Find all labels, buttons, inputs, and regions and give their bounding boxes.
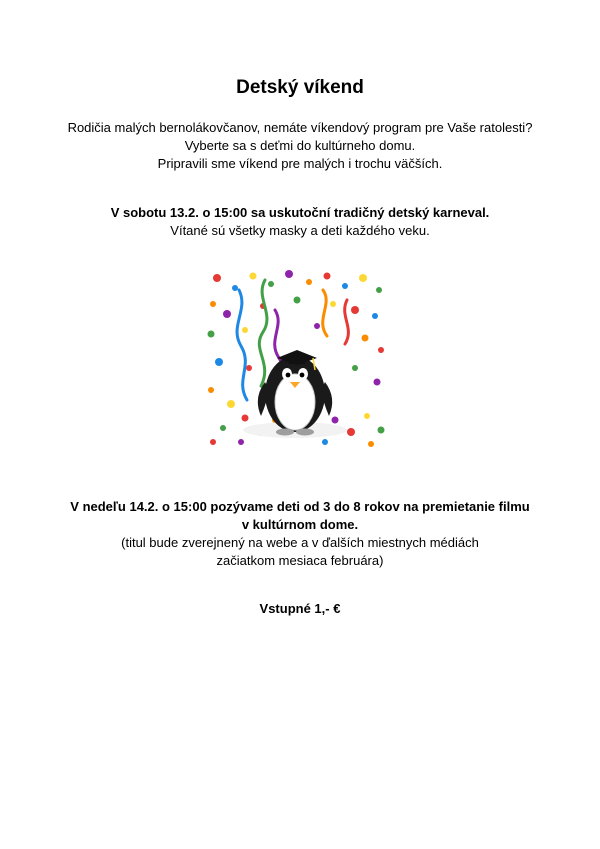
- sunday-headline-line-2: v kultúrnom dome.: [241, 517, 359, 532]
- intro-paragraph: [0, 119, 600, 173]
- entry-price: Vstupné 1,- €: [259, 601, 341, 616]
- sunday-note-line-1: (titul bude zverejnený na webe a v ďalších miestnych médiách: [121, 535, 479, 550]
- intro-line-3: Pripravili sme víkend pre malých i trochu väčších.: [157, 156, 443, 171]
- page-title: Detský víkend: [236, 77, 364, 98]
- penguin-confetti-icon: [205, 270, 385, 448]
- intro-line-1: Rodičia malých bernolákovčanov, nemáte víkendový program pre Vaše ratolesti?: [67, 120, 533, 135]
- sunday-note-line-2: začiatkom mesiaca februára): [216, 553, 384, 568]
- saturday-headline: V sobotu 13.2. o 15:00 sa uskutoční tradičný detský karneval.: [110, 205, 490, 220]
- sunday-section: [0, 498, 600, 570]
- intro-line-2: Vyberte sa s deťmi do kultúrneho domu.: [184, 138, 416, 153]
- saturday-subline: Vítané sú všetky masky a deti každého veku.: [170, 223, 430, 238]
- sunday-headline-line-1: V nedeľu 14.2. o 15:00 pozývame deti od 3 do 8 rokov na premietanie filmu: [70, 499, 530, 514]
- saturday-section: [0, 204, 600, 240]
